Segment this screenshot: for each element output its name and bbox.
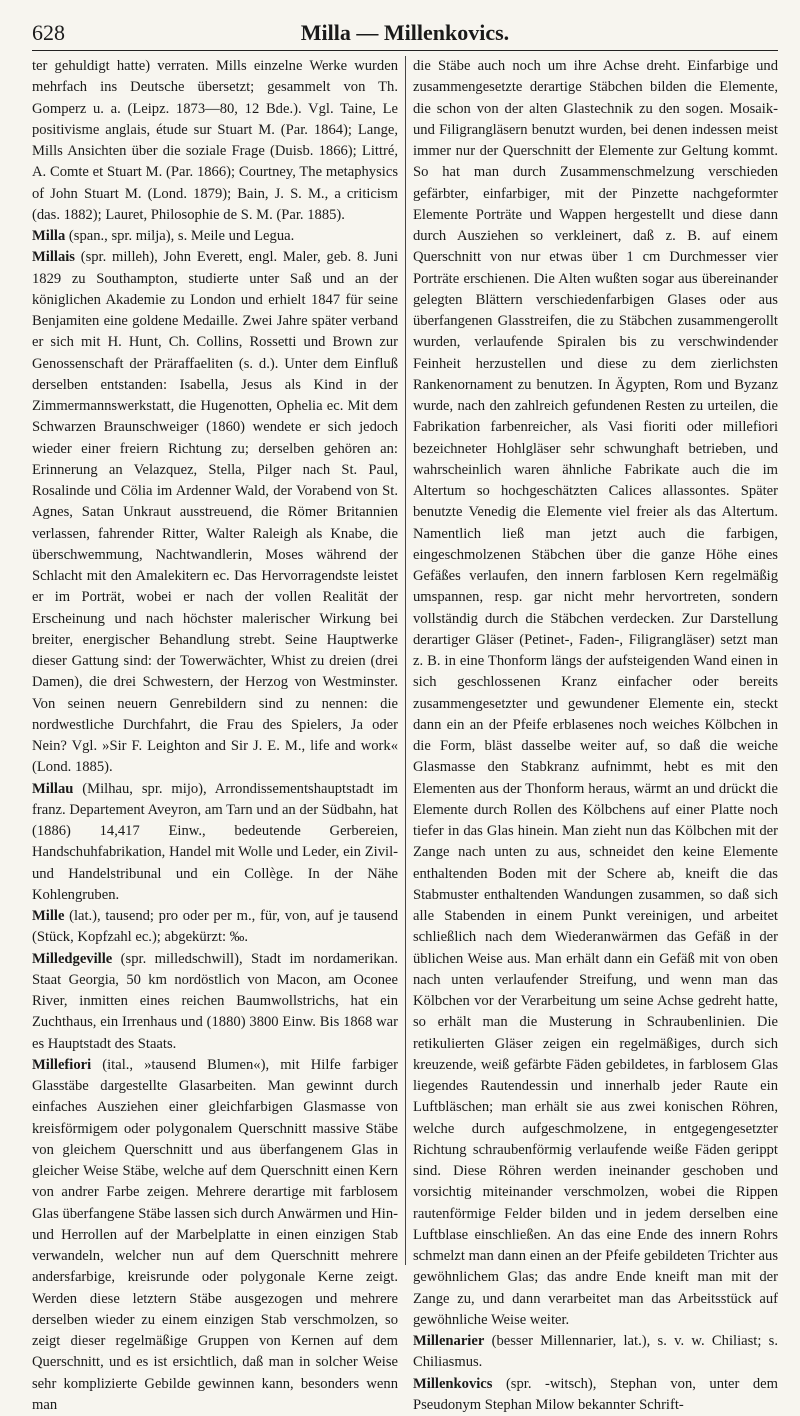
entry-headword: Milledgeville bbox=[32, 951, 112, 967]
dictionary-entry bbox=[32, 1055, 398, 1416]
dictionary-entry bbox=[32, 949, 398, 1055]
entry-text: (Milhau, spr. mijo), Arrondissementshauptstadt im franz. Departement Aveyron, am Tarn und an der Südbahn, hat (1886) 14,417 Einw., bedeutende Gerbereien, Handschuhfabrikation, Handel mit Wolle und Leder, ein Zivil- und Handelstribunal und ein Collège. In der Nähe Kohlengruben. bbox=[32, 781, 398, 903]
left-column bbox=[32, 56, 405, 1265]
entry-text: (lat.), tausend; pro oder per m., für, von, auf je tausend (Stück, Kopfzahl ec.); abgekürzt: ‰. bbox=[32, 908, 398, 945]
continued-text bbox=[32, 56, 398, 226]
entry-headword: Millais bbox=[32, 249, 75, 265]
entry-headword: Millenkovics bbox=[413, 1376, 492, 1392]
entry-text: die Stäbe auch noch um ihre Achse dreht. Einfarbige und zusammengesetzte derartige Stäbchen bilden die Elemente, die schon von der alten Glastechnik zu den sogen. Mosaik- und Filigrangläsern benutzt wurden, bei denen indessen meist immer nur der Querschnitt der Elemente zur Geltung kommt. So hat man durch Zusammenschmelzung verschieden gefärbter, einfarbiger, mit der Pinzette nachgeformter Elemente Porträte und Wappen hergestellt und diese dann durch Ausziehen so verkleinert, daß z. B. auf einem Querschnitt von nur etwas über 1 cm Durchmesser vier Porträte erschienen. Die Alten wußten sogar aus übereinander gelegten Blättern verschiedenfarbigen Glases oder aus überfangenen Glasstreifen, die zu Stäbchen zusammengerollt wurden, verlaufende Spiralen bis zu verschwindender Feinheit herzustellen und diese zu dem zierlichsten Rankenornament zu benutzen. In Ägypten, Rom und Byzanz wurde, nach den zahlreich gefundenen Resten zu urteilen, die Fabrikation farbenreicher, als Vasi fioriti oder millefiori bezeichneter Hohlgläser sehr schwunghaft betrieben, und wahrscheinlich waren ähnliche Fabrikate auch die im Altertum so hochgeschätzten Calices allassontes. Später benutzte Venedig die Elemente viel freier als das Altertum. Namentlich ließ man jetzt auch die farbigen, eingeschmolzenen Stäbchen über die ganze Höhe eines Gefäßes verlaufen, den innern farblosen Kern regelmäßig umspannen, resp. gar nicht mehr hervortreten, sondern vollständig durch die Stäbchen verdecken. Zur Darstellung derartiger Gläser (Petinet-, Faden-, Filigrangläser) setzt man z. B. in eine Thonform längs der aufsteigenden Wand einen in sich geschlossenen Kranz einfacher oder bereits zusammengesetzter und gewundener Elemente ein, steckt dann ein an der Pfeife erblasenes noch weiches Kölbchen in die Form, bläst dasselbe weiter auf, so daß die weiche Glasmasse den Stabkranz aufnimmt, hebt es mit den Elementen aus der Thonform heraus, wärmt an und drückt die Elemente durch Rollen des Kölbchens auf einer Platte noch tiefer in das Glas hinein. Man zieht nun das Kölbchen mit der Zange nach unten zu aus, schneidet den keine Elemente enthaltenden Boden mit der Schere ab, kneift die das Stabmuster enthaltenden Wandungen zusammen, so daß sich alle Stabenden in einem Punkt vereinigen, und arbeitet schließlich nach dem Wiederanwärmen das Gefäß in der üblichen Weise aus. Man erhält dann ein Gefäß mit von oben nach unten verlaufender Streifung, und wenn man das Kölbchen vor der Verarbeitung um seine Achse gedreht hatte, so erhält man die Musterung in Schraubenlinien. Die retikulierten Gläser zeigen ein regelmäßiges, durch sich kreuzende, weiß gefärbte Fäden gebildetes, in farblosem Glas liegendes Rautendessin und innerhalb jeder Raute ein Luftbläschen; man erhält sie aus zwei konischen Röhren, welche durch aufgeschmolzene, in entgegengesetzter Richtung schraubenförmig verlaufende weiße Fäden gerippt sind. Diese Röhren werden ineinander geschoben und vorsichtig miteinander verschmolzen, wobei die Rippen rautenförmige Felder bilden und in jedem derselben eine Luftblase einschließen. An das eine Ende des innern Rohrs schmelzt man dann einen an der Pfeife gebildeten Trichter aus gewöhnlichem Glas; das andre Ende kneift man mit der Zange zu, und dann verarbeitet man das Arbeitsstück auf gewöhnliche Weise weiter. bbox=[413, 58, 778, 1328]
entry-text: ter gehuldigt hatte) verraten. Mills einzelne Werke wurden mehrfach ins Deutsche übersetzt; gesammelt von Th. Gomperz u. a. (Leipz. 1873—80, 12 Bde.). Vgl. Taine, Le positivisme anglais, étude sur Stuart M. (Par. 1864); Lange, Mills Ansichten über die soziale Frage (Duisb. 1866); Littré, A. Comte et Stuart M. (Par. 1866); Courtney, The metaphysics of John Stuart M. (Lond. 1879); Bain, J. S. M., a criticism (das. 1882); Lauret, Philosophie de S. M. (Par. 1885). bbox=[32, 58, 398, 223]
entry-headword: Mille bbox=[32, 908, 64, 924]
entry-text: (spr. milledschwill), Stadt im nordamerikan. Staat Georgia, 50 km nordöstlich von Macon, am Oconee River, inmitten eines reichen Baumwollstrichs, hat ein Zuchthaus, ein Irrenhaus und (1880) 3800 Einw. Bis 1868 war es Hauptstadt des Staats. bbox=[32, 951, 398, 1052]
entry-text: (ital., »tausend Blumen«), mit Hilfe farbiger Glasstäbe dargestellte Glasarbeiten. Man gewinnt durch einfaches Ausziehen einer gleichfarbigen Glasmasse von kreisförmigem oder polygonalem Querschnitt massive Stäbe von gleichem Querschnitt und aus überfangenem Glas in gleicher Weise Stäbe, welche auf dem Querschnitt einen Kern von andrer Farbe zeigen. Mehrere derartige mit farblosem Glas überfangene Stäbe lassen sich durch Anwärmen und Hin- und Herrollen auf der Marbelplatte in einen einzigen Stab verwandeln, welcher nun auf dem Querschnitt mehrere andersfarbige, kreisrunde oder polygonale Kerne zeigt. Werden diese letztern Stäbe ausgezogen und mehrere derselben wieder zu einem einzigen Stab verschmolzen, so zeigt dieser regelmäßige Gruppen von Kernen auf dem Querschnitt, und es ist ersichtlich, daß man in solcher Weise sehr komplizierte Gebilde gewinnen kann, besonders wenn man bbox=[32, 1057, 398, 1413]
continued-text bbox=[413, 56, 778, 1331]
entry-headword: Milla bbox=[32, 228, 65, 244]
dictionary-entry bbox=[413, 1374, 778, 1416]
page-number: 628 bbox=[32, 20, 65, 46]
entry-headword: Millefiori bbox=[32, 1057, 91, 1073]
entry-text: (spr. milleh), John Everett, engl. Maler, geb. 8. Juni 1829 zu Southampton, studierte unter Saß und an der königlichen Akademie zu London und erhielt 1847 für seine Benjamiten eine goldene Medaille. Zwei Jahre später verband er sich mit H. Hunt, Ch. Collins, Rossetti und Brown zur Genossenschaft der Präraffaeliten (s. d.). Unter dem Einfluß derselben entstanden: Isabella, Jesus als Kind in der Zimmermannswerkstatt, die Hugenotten, Ophelia ec. Mit dem Schwarzen Braunschweiger (1860) wendete er sich jedoch wieder einer freiern Richtung zu; derselben gehören an: Erinnerung an Velazquez, Stella, Pilger nach St. Paul, Rosalinde und Cölia im Ardenner Wald, der Vorabend von St. Agnes, Satan Unkraut ausstreuend, die Römer Britannien verlassen, fahrender Ritter, Walter Raleigh als Knabe, die überschwemmung, Nachtwandlerin, Moses während der Schlacht mit den Amalekitern ec. Das Hervorragendste leistet er im Porträt, wobei er nach der vollen Realität der Erscheinung und nach höchster malerischer Wirkung bei breiter, energischer Behandlung strebt. Seine Hauptwerke dieser Gattung sind: der Towerwächter, Whist zu dreien (drei Damen), die drei Schwestern, der Herzog von Westminster. Von seinen neuern Genrebildern sind zu nennen: die nordwestliche Durchfahrt, die Frau des Spielers, Ja oder Nein? Vgl. »Sir F. Leighton and Sir J. E. M., life and work« (Lond. 1885). bbox=[32, 249, 398, 775]
right-column bbox=[405, 56, 778, 1265]
dictionary-entry bbox=[413, 1331, 778, 1374]
page-header bbox=[32, 18, 778, 51]
running-title: Milla — Millenkovics. bbox=[32, 20, 778, 46]
dictionary-entry bbox=[32, 226, 398, 247]
dictionary-entry bbox=[32, 779, 398, 907]
entry-text: (span., spr. milja), s. Meile und Legua. bbox=[65, 228, 294, 244]
entry-headword: Millau bbox=[32, 781, 73, 797]
entry-headword: Millenarier bbox=[413, 1333, 484, 1349]
text-columns bbox=[32, 56, 778, 1265]
dictionary-entry bbox=[32, 906, 398, 949]
entry-text: (besser Millennarier, lat.), s. v. w. Chiliast; s. Chiliasmus. bbox=[413, 1333, 778, 1370]
entry-text: (spr. -witsch), Stephan von, unter dem Pseudonym Stephan Milow bekannter Schrift- bbox=[413, 1376, 778, 1413]
dictionary-entry bbox=[32, 247, 398, 778]
